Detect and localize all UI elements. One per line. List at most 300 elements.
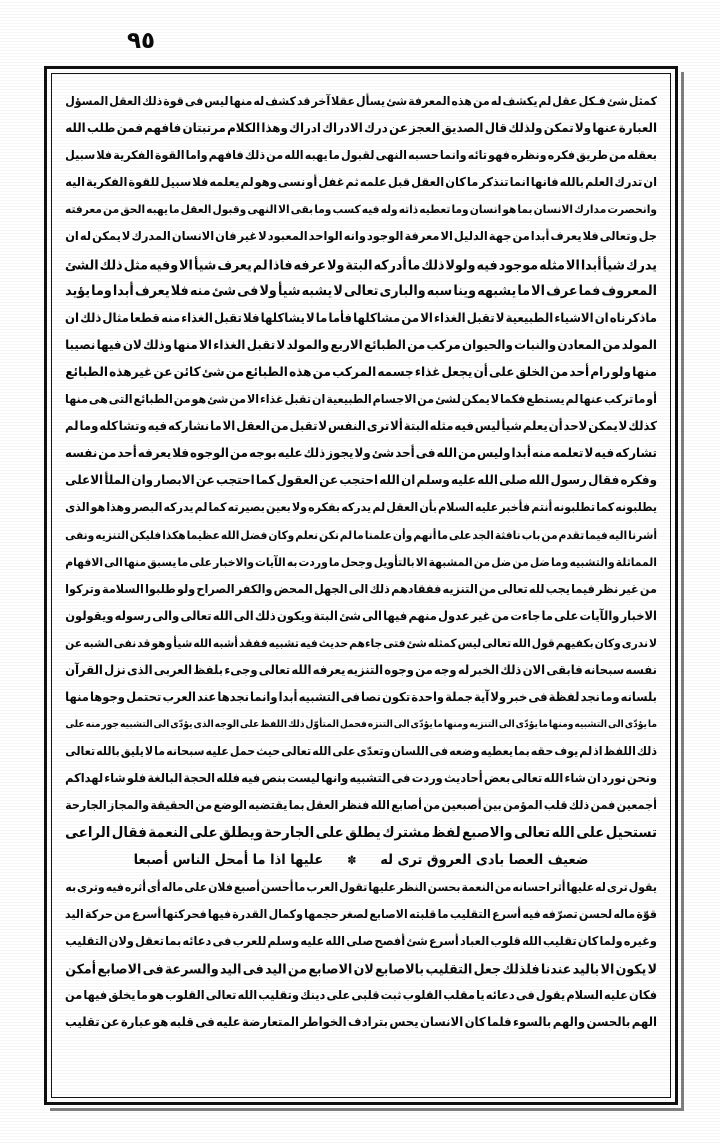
word: جسمه [377,364,414,380]
word: فتى [383,636,406,651]
word: كان [445,174,466,190]
word: ولولا [445,256,476,273]
word: العلم [585,174,614,190]
word: عرف [546,283,578,300]
word: بصيرته [227,501,265,515]
line-content [65,792,657,821]
word: الطبائع [65,364,108,380]
word: يقول [628,880,657,895]
word: الله [220,528,240,542]
verse-separator-icon: ✽ [347,853,357,868]
word: فأما [328,310,353,326]
word: وردت [411,770,443,786]
word: للعرب [232,933,267,949]
word: الجارحة [264,825,315,841]
word: ففقد [238,636,268,651]
word: لاحد [563,418,588,434]
word: العقل [386,501,419,515]
word: ما [466,174,479,190]
word: ولا [327,256,345,273]
word: فمن [116,120,144,136]
word: النعمة [148,825,189,841]
word: لا [144,744,154,759]
word: بوجه [249,445,277,461]
word: الله [312,744,332,759]
word: أن [548,418,563,434]
word: فى [340,689,360,705]
word: وجىء [224,662,258,678]
line-content [65,412,657,441]
text-line [65,521,657,550]
word: يليق [120,744,144,759]
word: من [225,364,245,380]
word: خبر [507,689,528,705]
word: تطلبونه [553,501,596,515]
word: فيها [383,608,408,624]
word: تعالى [65,744,96,759]
word: الاصابع [369,907,408,922]
word: يؤيد [65,283,91,300]
word: اذ [593,744,603,759]
word: التنزه [367,718,393,731]
word: الطبيعية [326,392,372,407]
word: منها [65,392,88,407]
word: منه [189,283,211,300]
word: ما [294,880,306,895]
word: شئ [606,94,628,109]
word: وان [131,472,154,488]
word: يقول [535,987,566,1003]
word: أشرنا [628,528,657,542]
word: قول [531,636,555,651]
word: ان [643,174,657,190]
word: الطبيعية [505,310,554,326]
word: عقلا [331,94,355,109]
word: وما [91,283,112,300]
word: الكلام [227,120,261,136]
word: ما [136,987,148,1003]
word: عند [197,689,217,705]
word: البصر [132,501,163,515]
word: الله [543,770,564,786]
word: بلسانه [620,689,657,705]
text-line [65,548,657,577]
word: صلى [346,933,374,949]
hemistich-second: عليها اذا ما أمحل الناس أصبعا [133,852,324,869]
word: الشئ [65,256,99,273]
word: اللفظ [603,744,636,759]
word: جاءت [510,608,541,624]
word: لان [122,337,142,353]
word: تعلمه [552,445,584,461]
word: العجز [409,120,441,136]
word: على [332,744,356,759]
word: اليد [265,960,287,977]
text-line [65,494,657,523]
word: حديث [318,636,349,651]
word: به [65,880,77,895]
word: عنها [579,392,604,407]
word: تصرّفه [541,907,578,922]
word: تعالى [482,636,512,651]
word: لا [647,960,657,977]
word: ما [437,528,448,542]
word: المشبهة [428,555,473,569]
word: أصابع [391,799,422,813]
word: قبل [387,174,411,190]
word: احتجب [215,472,255,488]
word: ويكون [276,608,313,624]
word: ادراك [289,120,321,136]
word: تركب [604,392,634,407]
word: كله [99,418,118,434]
word: وانما [439,148,467,163]
word: قلوب [490,933,521,949]
word: صلى [499,472,528,488]
word: فيه [476,256,498,273]
word: المتأوّل [305,718,340,731]
word: البتة [403,418,429,434]
line-content [65,114,657,143]
word: يؤدّى [170,718,193,731]
word: والمولد [286,337,330,353]
word: مثله [539,256,565,273]
text-line [65,900,657,929]
word: فيما [585,528,608,542]
word: تعالى [281,744,312,759]
word: فيها [83,987,108,1003]
line-content [65,927,657,956]
word: أبدا [112,283,134,300]
word: ان [594,310,609,326]
word: فمن [590,799,616,813]
word: هو [152,1014,169,1030]
word: من [639,582,657,597]
word: شاء [104,770,126,786]
word: من [401,310,420,326]
word: المركب [332,364,377,380]
word: بعقله [627,148,657,163]
word: فلله [216,770,241,786]
word: ان [312,392,326,407]
word: يكشف [502,94,538,109]
line-content [65,765,657,794]
word: الانسان [419,1014,464,1030]
word: وغيره [623,933,657,949]
word: فى [528,689,548,705]
word: له [253,94,265,109]
word: وله [380,202,398,217]
word: شيأ [277,283,301,300]
word: فكان [629,987,657,1003]
word: لا [333,283,343,300]
word: بترادف [348,1014,388,1030]
word: فقال [588,472,620,488]
text-line [65,114,657,143]
word: تقدم [558,528,585,542]
word: غير [619,582,639,597]
line-content [65,331,657,360]
word: الحجة [183,770,216,786]
word: اللفظ [260,718,287,731]
text-block [65,88,657,1087]
word: ما [437,907,449,922]
word: الجد [472,528,494,542]
word: على [326,987,351,1003]
word: وما [79,418,99,434]
word: بما [288,799,305,813]
word: ذلك [421,256,445,273]
word: الله [325,933,346,949]
word: تعقل [135,933,164,949]
word: الانسان [533,202,573,217]
word: التى [108,392,133,407]
word: ليس [474,418,501,434]
word: انما [509,174,530,190]
word: غير [237,229,258,244]
word: على [189,825,218,841]
word: ونفى [65,528,95,542]
word: ذلك [254,608,276,624]
word: من [549,364,569,380]
word: كمثله [427,636,457,651]
word: البتة [345,256,373,273]
word: قلبى [351,987,380,1003]
text-line [65,412,657,441]
text-line [65,87,657,116]
word: اليد [220,960,242,977]
word: ليست [287,770,320,786]
word: له [457,662,470,678]
word: وكان [594,636,621,651]
word: شئ [211,283,236,300]
word: والاخبار [213,555,254,569]
word: النظر [396,880,427,895]
word: أدركه [373,256,407,273]
word: على [489,364,515,380]
page-frame-outer [44,66,678,1105]
word: آية [473,689,490,705]
word: ففقادهم [391,582,442,597]
word: شيأ [602,256,625,273]
word: هو [191,392,207,407]
word: قال [484,120,508,136]
word: يسأل [356,94,386,109]
word: الله [512,636,531,651]
word: لا [276,337,286,353]
word: الغذاء [433,310,466,326]
word: أنتم [531,501,553,515]
word: غذاء [260,392,284,407]
word: بما [517,202,533,217]
word: نصا [361,689,381,705]
word: غفل [318,174,345,190]
word: بالله [559,174,585,190]
word: ماله [613,907,636,922]
line-content [65,629,657,658]
word: فنظر [339,799,370,813]
word: فيه [299,636,318,651]
word: حركة [85,907,113,922]
word: الوجود [366,229,404,244]
word: فاذا [268,256,293,273]
word: سبه [426,283,453,300]
line-content [65,683,657,712]
word: تحتمل [126,689,162,705]
word: بعض [483,770,511,786]
word: من [602,337,621,353]
word: العرب [162,689,196,705]
word: يوف [554,744,579,759]
word: وانها [321,770,349,786]
word: ذلك [303,445,326,461]
word: ضل [491,555,512,569]
word: عظيما [186,528,220,542]
word: قد [137,636,151,651]
text-line [65,1008,657,1037]
word: ألا [390,418,403,434]
word: فلا [170,283,189,300]
word: تعالى [511,770,543,786]
word: نفى [113,636,137,651]
word: والمجاز [107,799,150,813]
word: أنهم [413,528,437,542]
word: تشاركه [615,445,657,461]
word: تعالى [180,608,212,624]
word: لشئ [435,392,461,407]
page-frame-inner [51,73,671,1098]
word: ولو [611,364,631,380]
word: ما [353,528,364,542]
word: الى [607,718,624,731]
word: التنزيه [442,582,478,597]
word: السلامة [102,582,144,597]
word: ذلك [80,310,102,326]
word: الاشياء [554,310,594,326]
word: بنص [261,770,287,786]
word: عقل [552,94,578,109]
word: قلب [543,799,568,813]
word: سبيل [160,174,192,190]
word: رام [590,364,611,380]
word: عليه [205,744,229,759]
word: منه [85,718,101,731]
word: عدول [438,608,470,624]
word: الذى [126,662,153,678]
word: نجدها [217,689,249,705]
line-content [65,439,657,468]
word: يعرف [217,256,252,273]
word: وكان [268,528,295,542]
word: عن [153,364,173,380]
word: لله [528,582,545,597]
word: احتجب [339,472,379,488]
line-content [65,141,657,170]
word: ما [517,283,531,300]
word: فكره [547,148,576,163]
word: ان [587,770,601,786]
word: الخواطر [300,1014,347,1030]
word: هو [90,501,106,515]
word: أفصح [374,933,406,949]
word: يهبه [146,202,168,217]
word: منها [123,555,147,569]
word: بالسوء [513,1014,552,1030]
word: أسرع [132,907,162,922]
word: على [448,528,472,542]
word: ذلك [142,94,163,109]
word: بكفيهم [555,636,594,651]
word: والى [152,608,180,624]
word: أبدا [530,229,550,244]
text-line [65,304,657,333]
word: أو [646,392,657,407]
word: تقبل [246,337,276,353]
word: قلبه [169,1014,194,1030]
word: وترى [77,880,105,895]
word: كذلك [628,418,657,434]
word: لم [565,392,579,407]
word: شئ [386,94,408,109]
word: مشاكلها [353,310,401,326]
word: أجمعين [616,799,657,813]
word: تقول [339,880,368,895]
word: له [79,229,92,244]
word: تعالى [258,662,291,678]
word: ما [541,608,553,624]
word: القرآن [65,662,103,678]
word: أى [146,880,161,895]
word: فابقى [546,662,583,678]
word: التقليب [449,907,491,922]
word: ليس [457,636,482,651]
word: فيما [571,582,595,597]
line-content [65,981,657,1010]
word: وفيه [149,256,179,273]
word: فى [212,933,232,949]
word: قوة [163,94,184,109]
word: الذى [65,501,90,515]
word: من [266,148,284,163]
word: ما [634,392,646,407]
word: يشبه [301,283,333,300]
word: لم [194,501,208,515]
word: قوّة [636,907,657,922]
word: كسب [332,202,361,217]
word: أو [306,174,318,190]
word: يدرك [626,256,657,273]
word: المماثلة [615,555,657,569]
word: الابصار [154,472,195,488]
word: نظر [596,582,619,597]
word: فيه [594,445,615,461]
word: الطبائع [245,364,288,380]
text-line [65,331,657,360]
word: تقبل [213,310,242,326]
word: فلا [582,229,599,244]
word: وسلم [416,472,450,488]
word: فحركتها [162,907,207,922]
word: فقال [111,825,147,841]
word: شئ [207,392,229,407]
word: وكمال [268,907,303,922]
word: هو [149,987,165,1003]
word: عن [65,636,83,651]
word: عن [319,472,339,488]
word: عليه [300,933,325,949]
word: أحد [395,445,415,461]
word: فلا [243,310,260,326]
